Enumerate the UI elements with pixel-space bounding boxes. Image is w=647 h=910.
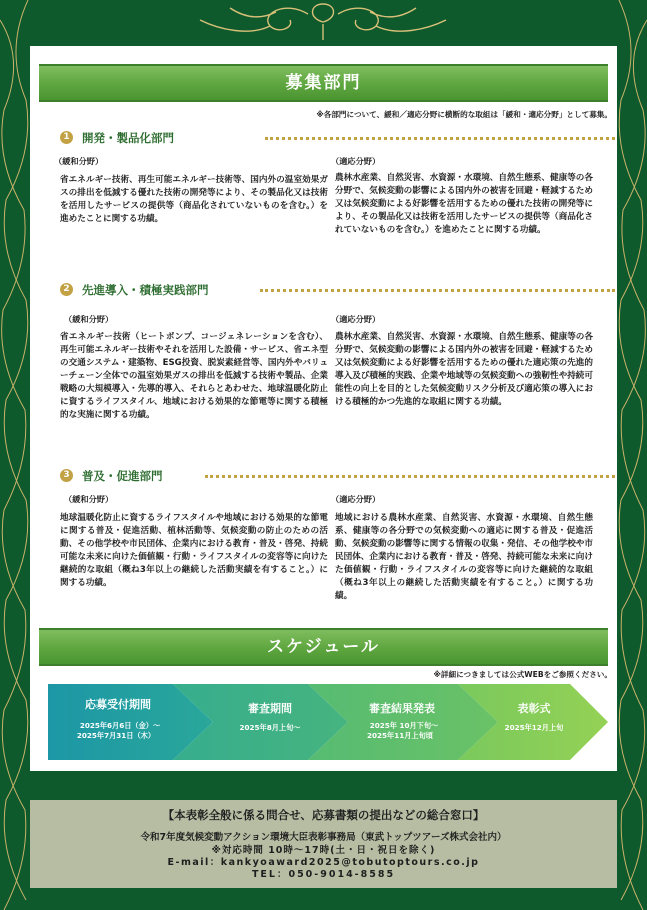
mitigation-label: （緩和分野） (64, 494, 114, 504)
category-heading-development (60, 130, 615, 146)
schedule-step-date: 2025年6月6日（金）～ (79, 721, 161, 730)
top-crest-ornament (190, 0, 457, 42)
recruit-section-header: 募集部門 (39, 64, 608, 102)
adaptation-text: 農林水産業、自然災害、水資源・水環境、自然生態系、健康等の各分野で、気候変動の影響による国内外の被害を回避・軽減するため又は気候変動による好影響を活用するための優れた適応策の先進的導入及び積極的実践、企業や地域等の気候変動への強靭性や持続可能性の向上を目的とした気候変動リスク分析及び適応策の導入における積極的かつ先進的な取組に関する功績。 (335, 332, 593, 407)
category-number-badge: 3 (60, 469, 73, 482)
category-number-badge: 2 (60, 283, 73, 296)
contact-title: 【本表彰全般に係る問合せ、応募書類の提出などの総合窓口】 (162, 808, 485, 822)
category-number-badge: 1 (60, 131, 73, 144)
dotted-rule (205, 475, 615, 478)
dotted-rule (265, 137, 615, 140)
adaptation-label: （適応分野） (331, 314, 381, 324)
category-title: 開発・製品化部門 (82, 131, 174, 145)
left-ornament-border (0, 0, 30, 910)
schedule-step-label: 応募受付期間 (85, 698, 151, 711)
dotted-rule (260, 289, 615, 292)
right-ornament-border (617, 0, 647, 910)
category-heading-promotion (60, 468, 615, 484)
category-title: 普及・促進部門 (82, 469, 163, 483)
content-sheet (30, 46, 617, 771)
schedule-step-date: 2025年12月上旬 (504, 723, 564, 732)
adaptation-label: （適応分野） (331, 156, 381, 166)
schedule-step-label: 審査結果発表 (369, 702, 435, 715)
contact-email: E-mail：kankyoaward2025@tobutoptours.co.jp (167, 857, 480, 868)
mitigation-label: （緩和分野） (54, 156, 104, 166)
recruit-note: ※各部門について、緩和／適応分野に横断的な取組は「緩和・適応分野」として募集。 (316, 110, 612, 119)
schedule-step-date: 2025年11月上旬頃 (367, 731, 433, 740)
mitigation-text: 地球温暖化防止に資するライフスタイルや地域における効果的な節電に関する普及・促進活動、植林活動等、気候変動の防止のための活動、その他学校や市民団体、企業内における教育・普及・啓発、持続可能な未来に向けた価値観・行動・ライフスタイルの変容等に向けた継続的な取組（概ね3年以上の継続した活動実績を有すること。）に関する功績。 (60, 513, 328, 588)
mitigation-label: （緩和分野） (64, 314, 114, 324)
contact-office: 令和7年度気候変動アクション環境大臣表彰事務局（東武トップツアーズ株式会社内） (140, 832, 507, 843)
schedule-step-date: 2025年8月上旬～ (239, 723, 301, 732)
schedule-section-header: スケジュール (39, 628, 608, 666)
adaptation-text: 地域における農林水産業、自然災害、水資源・水環境、自然生態系、健康等の各分野での気候変動への適応に関する普及・促進活動、気候変動の影響等に関する情報の収集・発信、その他学校や市民団体、企業内における教育・普及・啓発、持続可能な未来に向けた価値観・行動・ライフスタイルの変容等に向けた継続的な取組（概ね3年以上の継続した活動実績を有すること。）に関する功績。 (335, 513, 593, 601)
category-heading-advanced (60, 282, 615, 298)
schedule-step-label: 表彰式 (517, 702, 551, 715)
contact-phone: TEL：050-9014-8585 (251, 869, 396, 880)
contact-box (30, 800, 617, 888)
adaptation-label: （適応分野） (331, 494, 381, 504)
schedule-step-label: 審査期間 (248, 702, 292, 715)
adaptation-text: 農林水産業、自然災害、水資源・水環境、自然生態系、健康等の各分野で、気候変動の影響による国内外の被害を回避・軽減するため又は気候変動による好影響を活用するための優れた技術の開発等により、その製品化又は技術を活用したサービスの提供等（商品化されていないものを含む。）を進めたことに関する功績。 (335, 173, 593, 235)
mitigation-text: 省エネルギー技術（ヒートポンプ、コージェネレーションを含む）、再生可能エネルギー技術やそれを活用した設備・サービス、省エネ型の交通システム・建築物、ESG投資、脱炭素経営等、国内外やバリューチェーン全体での温室効果ガスの排出を低減する技術や製品、企業戦略の大規模導入・先導的導入、それらとあわせた、地球温暖化防止に資するライフスタイル、地域における効果的な節電等に関する積極的な実施に関する功績。 (60, 332, 328, 420)
schedule-note: ※詳細につきましては公式WEBをご参照ください。 (433, 670, 612, 679)
contact-hours: ※対応時間 10時～17時(土・日・祝日を除く) (211, 845, 436, 856)
mitigation-text: 省エネルギー技術、再生可能エネルギー技術等、国内外の温室効果ガスの排出を低減する優れた技術の開発等により、その製品化又は技術を活用したサービスの提供等（商品化されていないものを含む。）を進めたことに関する功績。 (60, 175, 328, 224)
schedule-step-date: 2025年7月31日（木） (76, 731, 156, 740)
schedule-step-date: 2025年 10月下旬～ (369, 721, 439, 730)
category-title: 先進導入・積極実践部門 (82, 283, 209, 297)
schedule-timeline (48, 684, 608, 760)
